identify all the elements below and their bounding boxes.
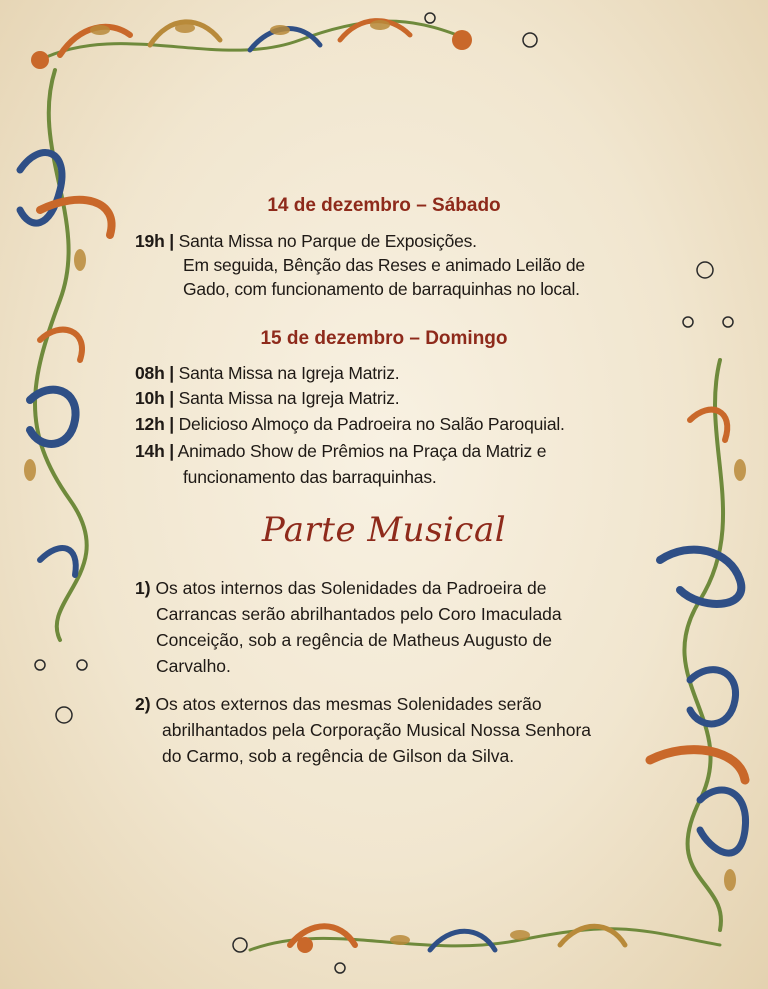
- schedule-time: 14h |: [135, 441, 174, 461]
- item-text-cont: Conceição, sob a regência de Matheus Augusto de: [156, 630, 552, 650]
- item-text: Os atos externos das mesmas Solenidades serão: [155, 694, 542, 714]
- item-text-cont: abrilhantados pela Corporação Musical Nossa Senhora: [162, 720, 591, 740]
- section-title-saturday: 14 de dezembro – Sábado: [267, 195, 501, 216]
- schedule-time: 12h |: [135, 414, 174, 434]
- item-text-cont: Carvalho.: [156, 656, 231, 676]
- musical-item: [135, 692, 542, 716]
- item-number: 1): [135, 578, 151, 598]
- schedule-text-cont: Gado, com funcionamento de barraquinhas no local.: [183, 279, 580, 299]
- schedule-row: [135, 230, 477, 252]
- schedule-text: Santa Missa no Parque de Exposições.: [178, 231, 477, 251]
- schedule-time: 10h |: [135, 388, 174, 408]
- schedule-row: [135, 440, 546, 462]
- schedule-text: Santa Missa na Igreja Matriz.: [178, 388, 400, 408]
- musical-heading: Parte Musical: [261, 510, 507, 550]
- schedule-row: [135, 413, 565, 435]
- schedule-time: 08h |: [135, 363, 174, 383]
- schedule-text: Santa Missa na Igreja Matriz.: [178, 363, 400, 383]
- schedule-row: [135, 362, 399, 384]
- schedule-time: 19h |: [135, 231, 174, 251]
- section-title-sunday: 15 de dezembro – Domingo: [260, 328, 508, 349]
- item-text: Os atos internos das Solenidades da Padroeira de: [155, 578, 547, 598]
- item-text-cont: Carrancas serão abrilhantados pelo Coro Imaculada: [156, 604, 562, 624]
- musical-item: [135, 576, 547, 600]
- item-number: 2): [135, 694, 151, 714]
- schedule-text: Animado Show de Prêmios na Praça da Matriz e: [177, 441, 547, 461]
- schedule-text-cont: Em seguida, Bênção das Reses e animado Leilão de: [183, 255, 585, 275]
- schedule-row: [135, 387, 399, 409]
- schedule-text-cont: funcionamento das barraquinhas.: [183, 467, 437, 487]
- item-text-cont: do Carmo, sob a regência de Gilson da Silva.: [162, 746, 515, 766]
- schedule-text: Delicioso Almoço da Padroeira no Salão Paroquial.: [178, 414, 565, 434]
